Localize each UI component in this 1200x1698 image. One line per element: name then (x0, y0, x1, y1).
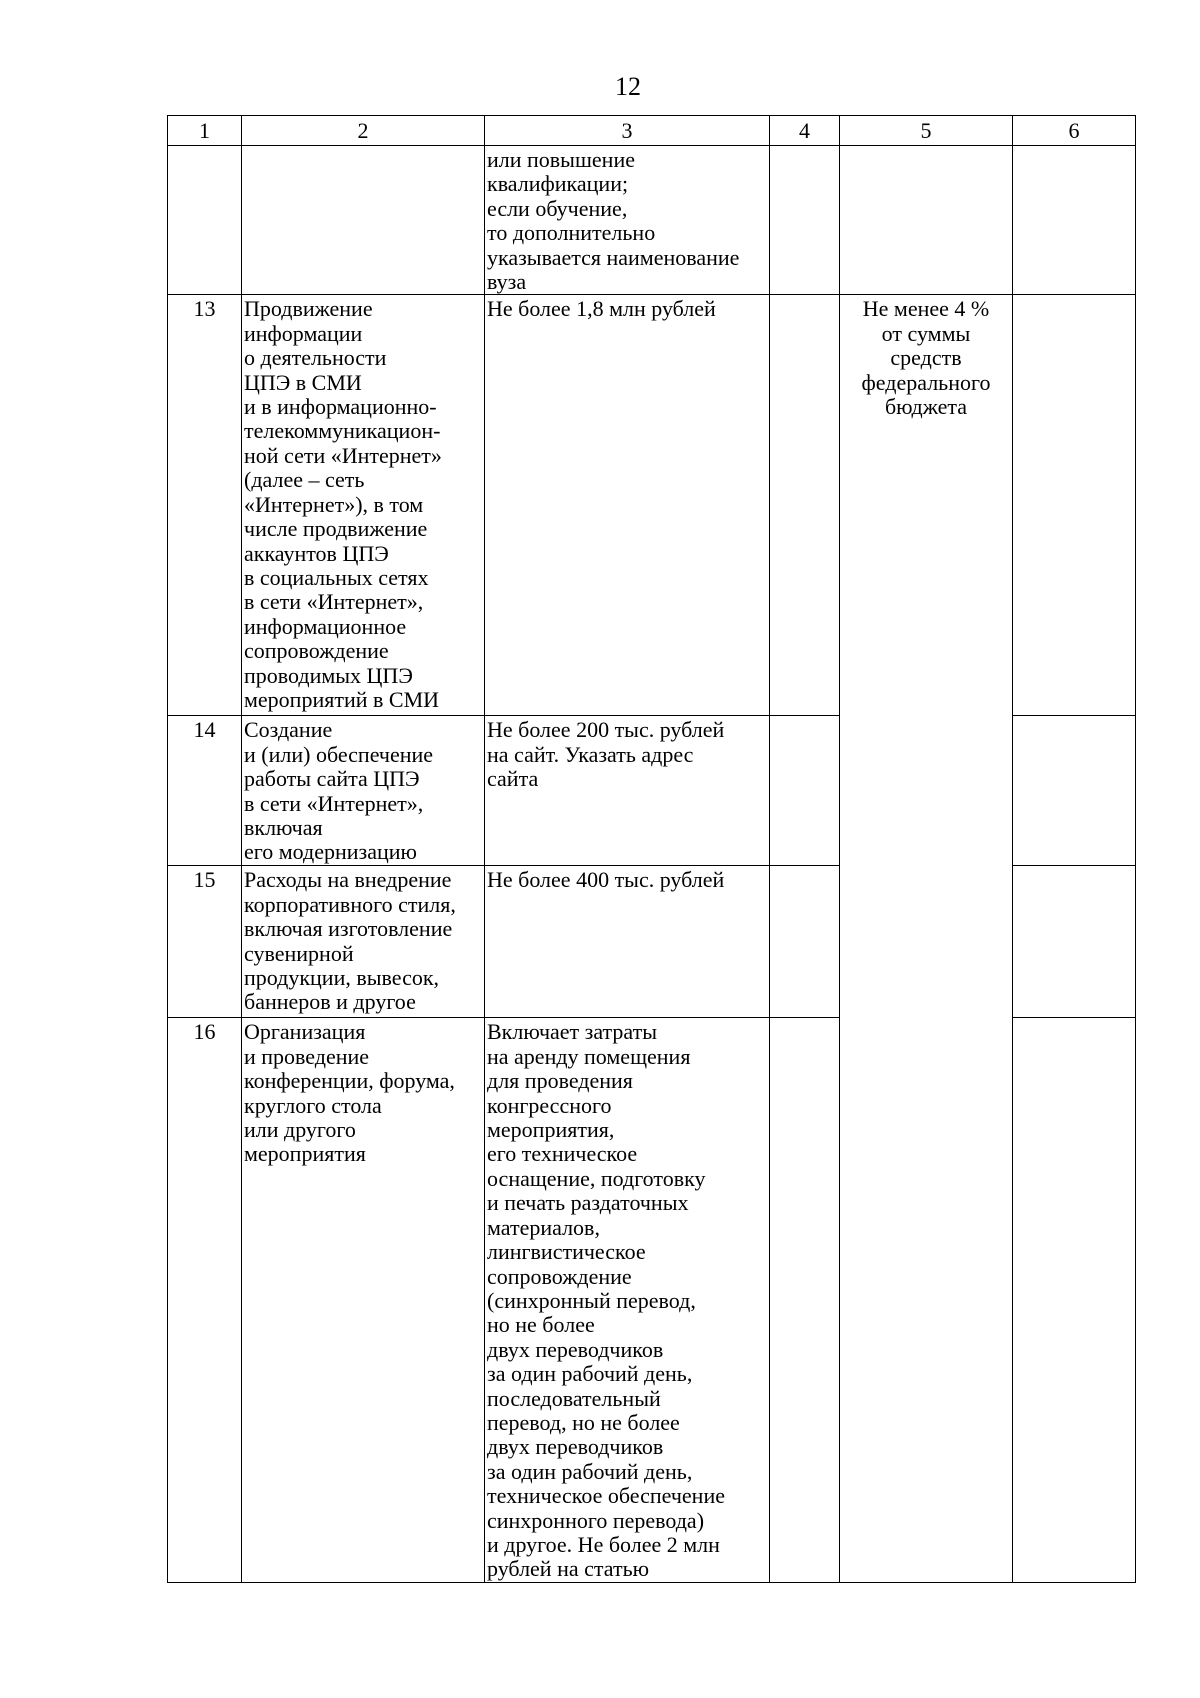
row-number: 13 (168, 295, 242, 716)
cell-empty (770, 1018, 840, 1583)
column-header-1: 1 (168, 116, 242, 146)
cell-empty (1013, 866, 1136, 1018)
table-row (168, 295, 1136, 716)
expense-name: Организация и проведение конференции, форума, круглого стола или другого мероприятия (242, 1018, 485, 1583)
table-row-continuation (168, 146, 1136, 295)
cell-empty (770, 866, 840, 1018)
cell-limit-continuation: или повышение квалификации; если обучение, то дополнительно указывается наименование вуза (485, 146, 770, 295)
expense-limit: Не более 400 тыс. рублей (485, 866, 770, 1018)
page-number: 12 (615, 72, 641, 101)
cell-empty (770, 146, 840, 295)
expenses-table (167, 115, 1136, 1583)
row-number: 16 (168, 1018, 242, 1583)
expense-limit: Включает затраты на аренду помещения для проведения конгрессного мероприятия, его техническое оснащение, подготовку и печать раздаточных материалов, лингвистическое сопровождение (синхронный перевод, но не более двух переводчиков за один рабочий день, последовательный перевод, но не более двух переводчиков за один рабочий день, техническое обеспечение синхронного перевода) и другое. Не более 2 млн рублей на статью (485, 1018, 770, 1583)
row-number: 14 (168, 716, 242, 866)
expense-name: Расходы на внедрение корпоративного стиля, включая изготовление сувенирной продукции, вывесок, баннеров и другое (242, 866, 485, 1018)
cell-empty (770, 295, 840, 716)
cell-empty (770, 716, 840, 866)
share-of-federal-budget: Не менее 4 % от суммы средств федерального бюджета (840, 295, 1013, 1583)
column-header-2: 2 (242, 116, 485, 146)
column-header-3: 3 (485, 116, 770, 146)
cell-empty (242, 146, 485, 295)
cell-empty (168, 146, 242, 295)
expense-limit: Не более 200 тыс. рублей на сайт. Указать адрес сайта (485, 716, 770, 866)
cell-empty (1013, 1018, 1136, 1583)
cell-empty (1013, 716, 1136, 866)
row-number: 15 (168, 866, 242, 1018)
expense-name: Продвижение информации о деятельности ЦПЭ в СМИ и в информационно- телекоммуникацион- ной сети «Интернет» (далее – сеть «Интернет»), в том числе продвижение аккаунтов ЦПЭ в социальных сетях в сети «Интернет», информационное сопровождение проводимых ЦПЭ мероприятий в СМИ (242, 295, 485, 716)
header-row (168, 116, 1136, 146)
expense-name: Создание и (или) обеспечение работы сайта ЦПЭ в сети «Интернет», включая его модернизацию (242, 716, 485, 866)
cell-empty (1013, 146, 1136, 295)
expense-limit: Не более 1,8 млн рублей (485, 295, 770, 716)
column-header-6: 6 (1013, 116, 1136, 146)
column-header-4: 4 (770, 116, 840, 146)
cell-empty (840, 146, 1013, 295)
cell-empty (1013, 295, 1136, 716)
column-header-5: 5 (840, 116, 1013, 146)
